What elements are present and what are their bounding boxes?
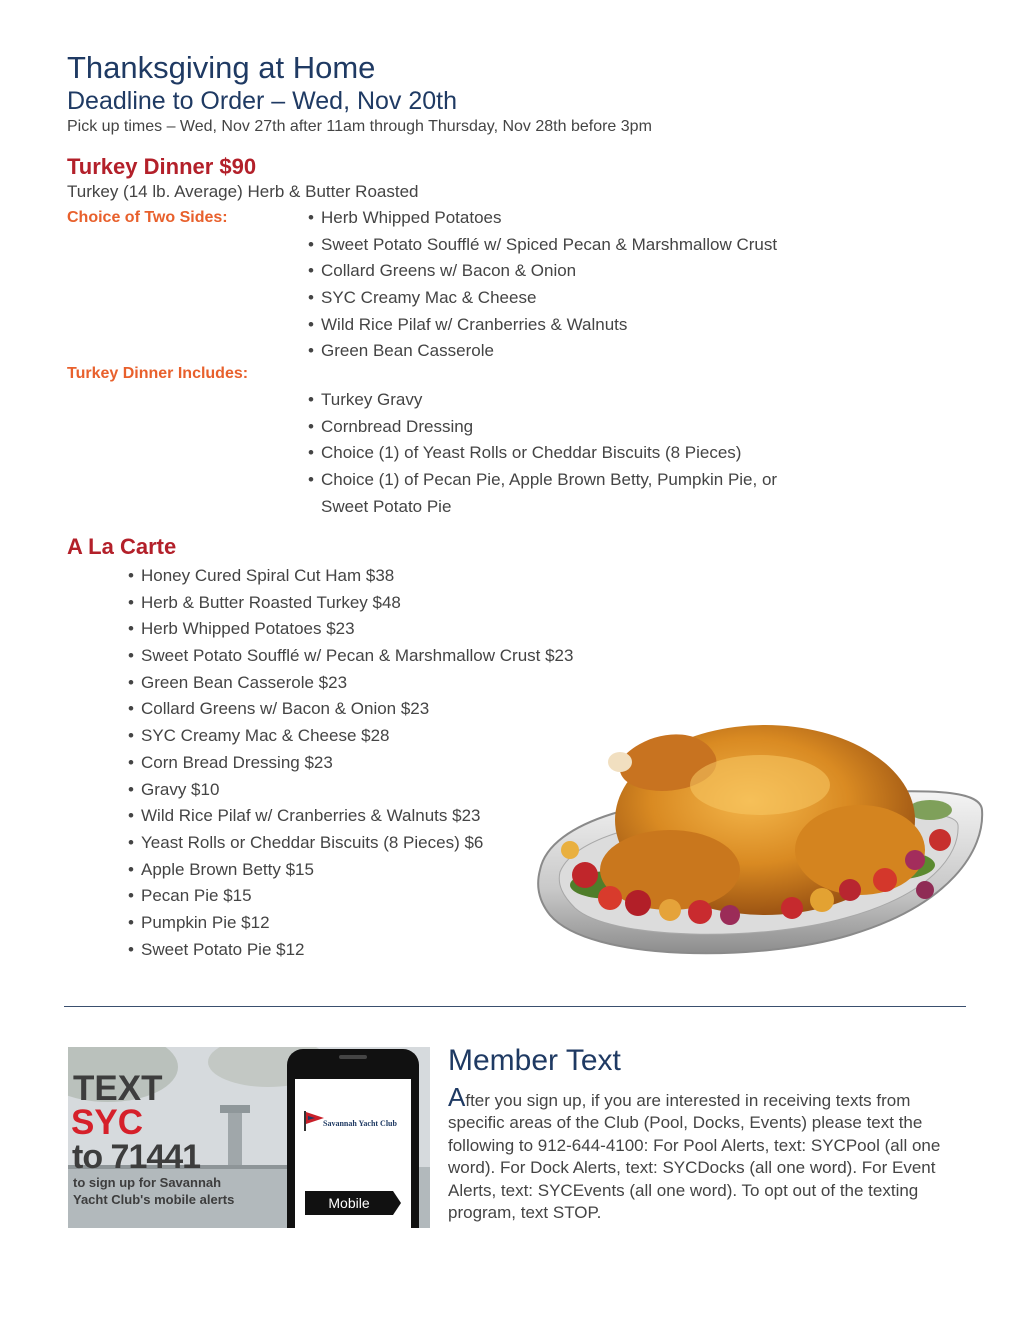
phone-mobile-button: Mobile xyxy=(305,1191,393,1215)
list-item: • Green Bean Casserole xyxy=(308,338,777,365)
list-item: • Pecan Pie $15 xyxy=(128,883,573,910)
phone-screen xyxy=(295,1079,411,1228)
sides-label: Choice of Two Sides: xyxy=(67,209,228,226)
includes-list xyxy=(308,387,777,520)
list-item: • Yeast Rolls or Cheddar Biscuits (8 Pieces) $6 xyxy=(128,830,573,857)
member-text-title: Member Text xyxy=(448,1044,621,1077)
syc-burgee-icon xyxy=(303,1111,325,1131)
list-item: • Collard Greens w/ Bacon & Onion xyxy=(308,258,777,285)
member-text-paragraph: fter you sign up, if you are interested in receiving texts from specific areas of the Club (Pool, Docks, Events) please text the following to 912-644-4100: For Pool Alerts, text: SYCPool (all one word). For Dock Alerts, text: SYCDocks (all one word). For Event Alerts, text: SYCEvents (all one word). To opt out of the texting program, text STOP. xyxy=(448,1091,941,1223)
list-item: • Honey Cured Spiral Cut Ham $38 xyxy=(128,563,573,590)
list-item: • Choice (1) of Yeast Rolls or Cheddar Biscuits (8 Pieces) xyxy=(308,440,777,467)
section-divider xyxy=(64,1006,966,1007)
list-item: • Sweet Potato Soufflé w/ Pecan & Marshmallow Crust $23 xyxy=(128,643,573,670)
list-item: • Collard Greens w/ Bacon & Onion $23 xyxy=(128,696,573,723)
banner-code: SYC xyxy=(71,1103,143,1142)
text-signup-banner xyxy=(68,1047,430,1228)
turkey-dinner-heading: Turkey Dinner $90 xyxy=(67,154,257,179)
phone-brand: Savannah Yacht Club xyxy=(323,1119,397,1128)
pickup-times: Pick up times – Wed, Nov 27th after 11am through Thursday, Nov 28th before 3pm xyxy=(67,118,652,135)
list-item: • Herb Whipped Potatoes $23 xyxy=(128,616,573,643)
banner-text-word: TEXT xyxy=(73,1069,163,1108)
list-item: • Wild Rice Pilaf w/ Cranberries & Walnuts $23 xyxy=(128,803,573,830)
order-deadline: Deadline to Order – Wed, Nov 20th xyxy=(67,87,458,115)
list-item: • Sweet Potato Soufflé w/ Spiced Pecan & Marshmallow Crust xyxy=(308,232,777,259)
list-item: • Choice (1) of Pecan Pie, Apple Brown Betty, Pumpkin Pie, or xyxy=(308,467,777,494)
a-la-carte-list xyxy=(128,563,573,963)
list-item: • Corn Bread Dressing $23 xyxy=(128,750,573,777)
a-la-carte-heading: A La Carte xyxy=(67,534,177,559)
list-item: • Apple Brown Betty $15 xyxy=(128,857,573,884)
member-text-body xyxy=(448,1082,968,1224)
list-item: • Cornbread Dressing xyxy=(308,414,777,441)
page-title: Thanksgiving at Home xyxy=(67,50,376,85)
list-item: • SYC Creamy Mac & Cheese $28 xyxy=(128,723,573,750)
banner-caption-1: to sign up for Savannah xyxy=(73,1175,222,1190)
banner-caption-2: Yacht Club's mobile alerts xyxy=(73,1192,235,1207)
list-item: • Green Bean Casserole $23 xyxy=(128,670,573,697)
drop-cap: A xyxy=(448,1082,466,1112)
list-item: • Sweet Potato Pie $12 xyxy=(128,937,573,964)
phone-speaker xyxy=(339,1055,367,1059)
list-item: • SYC Creamy Mac & Cheese xyxy=(308,285,777,312)
list-item: • Pumpkin Pie $12 xyxy=(128,910,573,937)
sides-list xyxy=(308,205,777,365)
turkey-platter-illustration xyxy=(530,700,990,970)
includes-label: Turkey Dinner Includes: xyxy=(67,365,249,382)
list-item: • Gravy $10 xyxy=(128,777,573,804)
arrow-tip-icon xyxy=(393,1191,401,1215)
banner-number: to 71441 xyxy=(72,1138,201,1176)
list-item: • Herb & Butter Roasted Turkey $48 xyxy=(128,590,573,617)
smartphone-illustration xyxy=(287,1049,419,1228)
list-item: • Turkey Gravy xyxy=(308,387,777,414)
turkey-dinner-description: Turkey (14 lb. Average) Herb & Butter Roasted xyxy=(67,182,419,201)
list-item-continuation: Sweet Potato Pie xyxy=(321,496,452,516)
list-item: • Herb Whipped Potatoes xyxy=(308,205,777,232)
list-item: • Wild Rice Pilaf w/ Cranberries & Walnuts xyxy=(308,312,777,339)
